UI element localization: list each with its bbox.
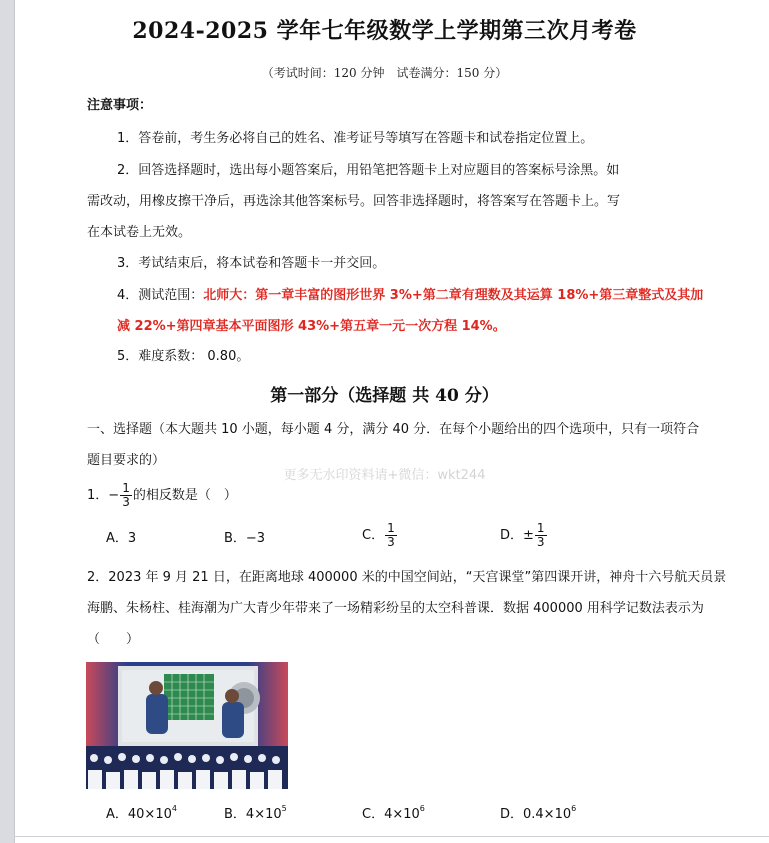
q1-option-d-label: D．± <box>500 528 534 543</box>
q1-c-num: 1 <box>387 521 395 535</box>
q1-text: 的相反数是（ ） <box>132 488 237 503</box>
q1-number: 1． <box>87 488 109 503</box>
note-item-4-line2: 减 22%+第四章基本平面图形 43%+第五章一元一次方程 14%。 <box>117 319 506 334</box>
q2-line1: 2．2023 年 9 月 21 日，在距离地球 400000 米的中国空间站，“天宫课堂”第四课开讲，神舟十六号航天员景 <box>87 570 727 585</box>
q1-option-d-fraction <box>535 522 547 549</box>
question-1 <box>87 482 237 509</box>
q2-b-base: B．4×10 <box>224 807 282 822</box>
q1-minus: − <box>108 488 120 503</box>
q2-line2: 海鹏、朱杨柱、桂海潮为广大青少年带来了一场精彩纷呈的太空科普课．数据 400000 用科学记数法表示为 <box>87 601 704 616</box>
page-bottom-divider <box>14 836 769 837</box>
note-item-2-line3: 在本试卷上无效。 <box>87 225 192 240</box>
note-item-3: 3．考试结束后，将本试卷和答题卡一并交回。 <box>117 256 386 271</box>
q2-d-exp: 6 <box>571 804 577 813</box>
q2-c-base: C．4×10 <box>362 807 420 822</box>
q2-c-exp: 6 <box>419 804 425 813</box>
note-item-1: 1．答卷前，考生务必将自己的姓名、准考证号等填写在答题卡和试卷指定位置上。 <box>117 131 594 146</box>
q2-a-exp: 4 <box>171 804 177 813</box>
q1-d-num: 1 <box>536 521 545 535</box>
space-class-photo <box>86 662 288 789</box>
q1-frac-den: 3 <box>122 495 130 509</box>
q1-fraction <box>120 482 132 509</box>
q1-frac-num: 1 <box>122 481 130 495</box>
note-item-2-line2: 需改动，用橡皮擦干净后，再选涂其他答案标号。回答非选择题时，将答案写在答题卡上。写 <box>87 194 621 209</box>
test-scope-red-text: 北师大：第一章丰富的图形世界 3%+第二章有理数及其运算 18%+第三章整式及其加 <box>203 288 704 303</box>
q1-c-den: 3 <box>387 535 395 549</box>
part1-intro-line1: 一、选择题（本大题共 10 小题，每小题 4 分，满分 40 分．在每个小题给出的四个选项中，只有一项符合 <box>87 422 700 437</box>
q1-d-den: 3 <box>536 535 545 549</box>
q2-line3: （ ） <box>87 632 140 647</box>
section-title: 第一部分（选择题 共 40 分） <box>270 386 499 406</box>
exam-title: 2024-2025 学年七年级数学上学期第三次月考卷 <box>132 18 637 44</box>
note-item-5: 5．难度系数： 0.80。 <box>117 349 250 364</box>
q2-a-base: A．40×10 <box>106 807 172 822</box>
q2-option-d[interactable] <box>500 804 577 823</box>
q1-option-d[interactable] <box>500 522 548 549</box>
q1-option-a[interactable]: A．3 <box>106 531 137 546</box>
q2-option-c[interactable] <box>362 804 425 823</box>
q2-option-b[interactable] <box>224 804 287 823</box>
q2-d-base: D．0.4×10 <box>500 807 572 822</box>
q1-option-c-label: C． <box>362 528 385 543</box>
q2-option-a[interactable] <box>106 804 177 823</box>
watermark-text: 更多无水印资料请+微信：wkt244 <box>283 468 486 483</box>
q1-option-c-fraction <box>385 522 397 549</box>
part1-intro-line2: 题目要求的） <box>87 453 166 468</box>
q1-option-c[interactable] <box>362 522 398 549</box>
note-item-4-line1 <box>117 288 703 304</box>
q1-option-b[interactable]: B．−3 <box>224 531 266 546</box>
exam-subtitle: （考试时间：120 分钟 试卷满分：150 分） <box>261 66 508 80</box>
note-item-2-line1: 2．回答选择题时，选出每小题答案后，用铅笔把答题卡上对应题目的答案标号涂黑。如 <box>117 163 620 178</box>
notes-heading: 注意事项： <box>87 98 153 113</box>
note-item-4-prefix: 4．测试范围： <box>117 288 204 303</box>
q2-b-exp: 5 <box>281 804 287 813</box>
